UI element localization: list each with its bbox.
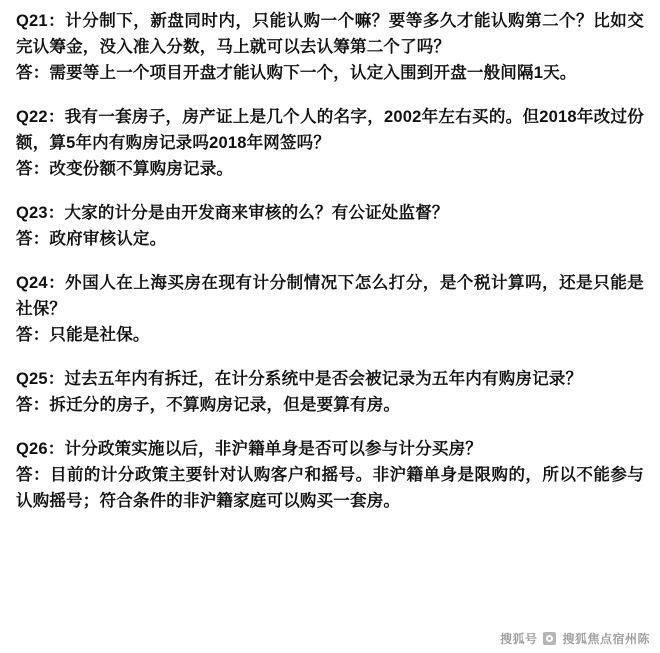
- question-text: 大家的计分是由开发商来审核的么？有公证处监督？: [64, 204, 449, 222]
- watermark-brand: 搜狐号: [499, 632, 538, 646]
- answer-text: 政府审核认定。: [49, 230, 167, 248]
- answer-line: [16, 226, 644, 252]
- question-label: Q22：: [16, 108, 65, 126]
- question-label: Q21：: [16, 12, 66, 30]
- question-label: Q26：: [16, 440, 65, 458]
- answer-label: 答：: [16, 160, 50, 178]
- question-line: [16, 104, 644, 156]
- qa-item: [16, 104, 644, 182]
- question-text: 我有一套房子，房产证上是几个人的名字，2002年左右买的。但2018年改过份额，算5年内有购房记录吗2018年网签吗？: [16, 108, 644, 152]
- answer-label: 答：: [16, 466, 50, 484]
- answer-line: [16, 60, 644, 86]
- answer-text: 拆迁分的房子，不算购房记录，但是要算有房。: [49, 396, 401, 414]
- answer-label: 答：: [16, 326, 50, 344]
- question-line: [16, 8, 644, 60]
- qa-item: [16, 366, 644, 418]
- answer-line: [16, 462, 644, 514]
- answer-line: [16, 322, 644, 348]
- qa-item: [16, 436, 644, 514]
- answer-label: 答：: [16, 396, 50, 414]
- question-label: Q25：: [16, 370, 65, 388]
- qa-item: [16, 270, 644, 348]
- answer-text: 需要等上一个项目开盘才能认购下一个，认定入围到开盘一般间隔1天。: [49, 64, 577, 82]
- answer-line: [16, 392, 644, 418]
- answer-text: 改变份额不算购房记录。: [49, 160, 234, 178]
- qa-item: [16, 8, 644, 86]
- question-line: [16, 436, 644, 462]
- question-label: Q24：: [16, 274, 66, 292]
- answer-text: 只能是社保。: [49, 326, 150, 344]
- answer-text: 目前的计分政策主要针对认购客户和摇号。非沪籍单身是限购的，所以不能参与认购摇号；符合条件的非沪籍家庭可以购买一套房。: [16, 466, 645, 510]
- answer-label: 答：: [16, 230, 50, 248]
- answer-line: [16, 156, 644, 182]
- question-line: [16, 366, 644, 392]
- question-text: 过去五年内有拆迁，在计分系统中是否会被记录为五年内有购房记录？: [64, 370, 583, 388]
- watermark: [500, 630, 650, 647]
- question-text: 计分制下，新盘同时内，只能认购一个嘛？要等多久才能认购第二个？比如交完认筹金，没入准入分数，马上就可以去认筹第二个了吗？: [16, 12, 644, 56]
- question-label: Q23：: [16, 204, 65, 222]
- answer-label: 答：: [16, 64, 50, 82]
- qa-item: [16, 200, 644, 252]
- question-line: [16, 270, 644, 322]
- question-text: 外国人在上海买房在现有计分制情况下怎么打分，是个税计算吗，还是只能是社保？: [16, 274, 644, 318]
- watermark-source: 搜狐焦点宿州陈: [562, 632, 650, 646]
- question-text: 计分政策实施以后，非沪籍单身是否可以参与计分买房？: [64, 440, 482, 458]
- sohu-logo-icon: [543, 632, 556, 645]
- question-line: [16, 200, 644, 226]
